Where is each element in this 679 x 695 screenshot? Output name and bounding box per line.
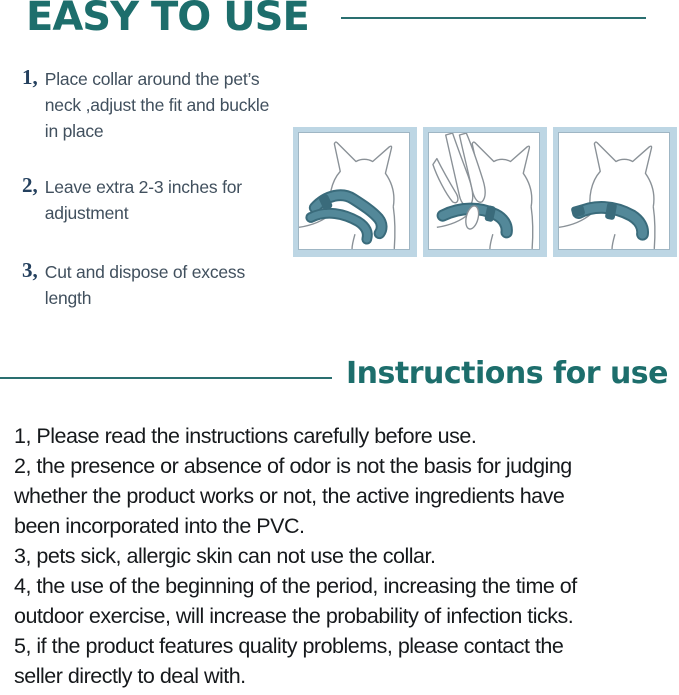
hand-adjusting-collar-drawing — [429, 133, 539, 249]
cat-fitted-collar-drawing — [559, 133, 669, 249]
illustration-step-1 — [293, 127, 417, 257]
instructions-line: 5, if the product features quality problems, please contact the — [14, 634, 564, 658]
instructions-line: outdoor exercise, will increase the probability of infection ticks. — [14, 604, 574, 628]
step-item-3 — [22, 259, 245, 311]
illustration-strip — [293, 127, 677, 257]
section-title: Instructions for use — [346, 356, 669, 391]
step-text: Place collar around the pet’s neck ,adjust the fit and buckle in place — [44, 69, 270, 141]
instructions-line: whether the product works or not, the active ingredients have — [14, 484, 565, 508]
hand-adjusting-collar-illustration — [428, 132, 540, 250]
step-number: 2, — [22, 173, 38, 197]
cat-loose-collar-illustration — [298, 132, 410, 250]
instructions-line: 2, the presence or absence of odor is not the basis for judging — [14, 454, 572, 478]
instructions-line: 1, Please read the instructions carefully before use. — [14, 424, 477, 448]
instructions-text — [14, 421, 674, 691]
section-divider-line — [0, 377, 332, 379]
step-item-1 — [22, 66, 269, 144]
step-number: 3, — [22, 258, 38, 282]
instructions-line: seller directly to deal with. — [14, 664, 246, 688]
instructions-line: 4, the use of the beginning of the period, increasing the time of — [14, 574, 577, 598]
step-number: 1, — [22, 65, 38, 89]
page-title: EASY TO USE — [26, 0, 309, 40]
step-text: Leave extra 2-3 inches for adjustment — [44, 177, 242, 223]
cat-loose-collar-drawing — [299, 133, 409, 249]
instructions-line: been incorporated into the PVC. — [14, 514, 305, 538]
instructions-line: 3, pets sick, allergic skin can not use the collar. — [14, 544, 436, 568]
step-item-2 — [22, 174, 242, 226]
illustration-step-3 — [553, 127, 677, 257]
cat-fitted-collar-illustration — [558, 132, 670, 250]
step-text: Cut and dispose of excess length — [44, 262, 246, 308]
illustration-step-2 — [423, 127, 547, 257]
top-divider-line — [341, 17, 646, 19]
